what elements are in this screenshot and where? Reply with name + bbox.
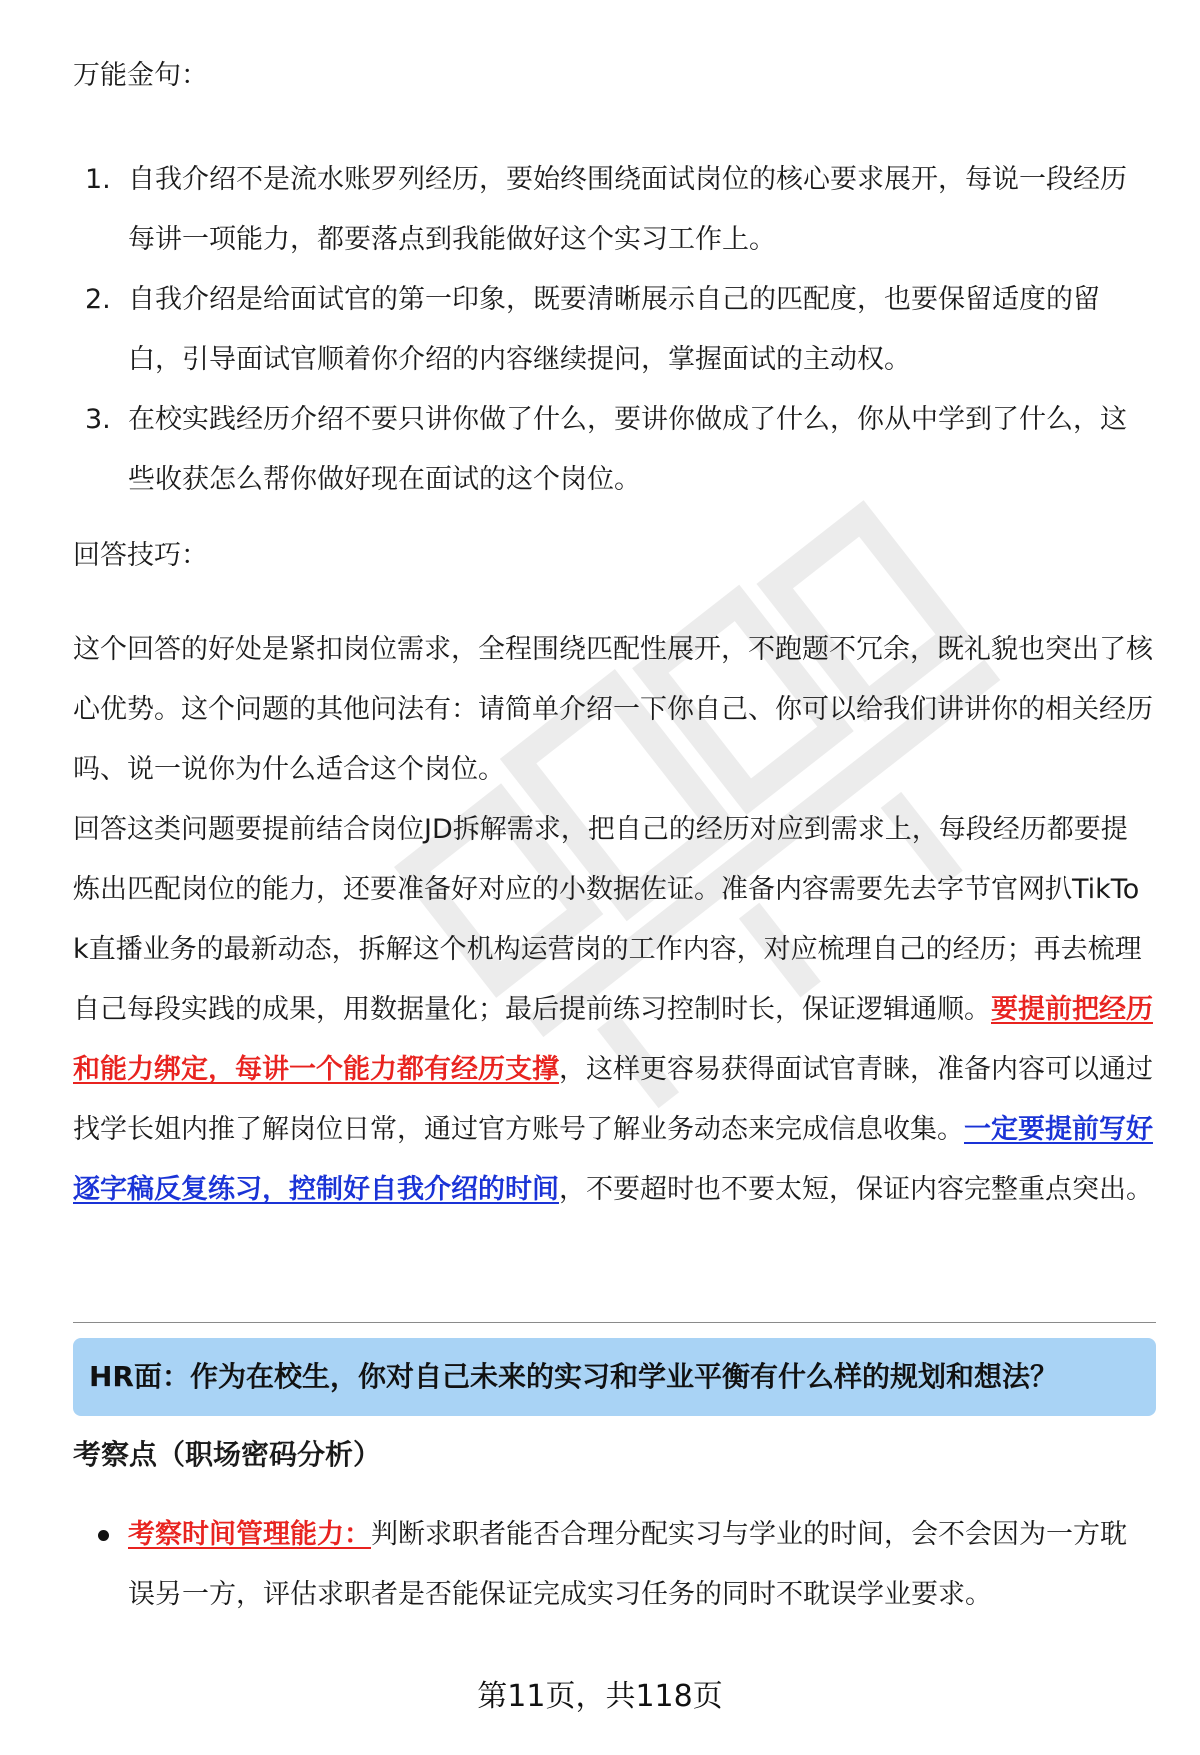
bullet-icon xyxy=(98,1530,109,1541)
emphasis-red-text: 考察时间管理能力： xyxy=(128,1519,371,1550)
paragraph-text: ，不要超时也不要太短，保证内容完整重点突出。 xyxy=(559,1174,1153,1205)
list-item xyxy=(73,390,1153,510)
assessment-heading: 考察点（职场密码分析） xyxy=(73,1438,382,1471)
hr-question-banner: HR面：作为在校生，你对自己未来的实习和学业平衡有什么样的规划和想法？ xyxy=(73,1338,1156,1416)
answer-tips-label: 回答技巧： xyxy=(73,540,208,571)
answer-tips-paragraph-1: 这个回答的好处是紧扣岗位需求，全程围绕匹配性展开，不跑题不冗余，既礼貌也突出了核心优势。这个问题的其他问法有：请简单介绍一下你自己、你可以给我们讲讲你的相关经历吗、说一说你为什么适合这个岗位。 xyxy=(73,634,1153,785)
paragraph-text: ，这样更容易获得面试官青睐，准备内容可以通过找学长姐内推了解岗位日常，通过官方账号了解业务动态来完成信息收集。 xyxy=(73,1054,1153,1145)
golden-sentences-list xyxy=(73,150,1153,510)
list-item-number: 2. xyxy=(85,284,111,315)
paragraph-text: 回答这类问题要提前结合岗位JD拆解需求，把自己的经历对应到需求上，每段经历都要提炼出匹配岗位的能力，还要准备好对应的小数据佐证。准备内容需要先去字节官网扒TikTok直播业务的最新动态，拆解这个机构运营岗的工作内容，对应梳理自己的经历；再去梳理自己每段实践的成果，用数据量化；最后提前练习控制时长，保证逻辑通顺。 xyxy=(73,814,1142,1025)
assessment-list xyxy=(73,1505,1153,1625)
list-item xyxy=(73,270,1153,390)
list-item-text: 自我介绍不是流水账罗列经历，要始终围绕面试岗位的核心要求展开，每说一段经历每讲一项能力，都要落点到我能做好这个实习工作上。 xyxy=(128,164,1127,255)
list-item-text: 在校实践经历介绍不要只讲你做了什么，要讲你做成了什么，你从中学到了什么，这些收获怎么帮你做好现在面试的这个岗位。 xyxy=(128,404,1127,495)
list-item-text: 判断求职者能否合理分配实习与学业的时间，会不会因为一方耽误另一方，评估求职者是否能保证完成实习任务的同时不耽误学业要求。 xyxy=(128,1519,1127,1610)
answer-tips-paragraph-2 xyxy=(73,800,1153,1220)
emphasis-red-text: 要提前把经历和能力绑定，每讲一个能力都有经历支撑 xyxy=(73,994,1153,1085)
section-divider xyxy=(73,1322,1156,1323)
golden-sentences-label: 万能金句： xyxy=(73,60,208,91)
list-item xyxy=(73,1505,1153,1625)
list-item-text: 自我介绍是给面试官的第一印象，既要清晰展示自己的匹配度，也要保留适度的留白，引导面试官顺着你介绍的内容继续提问，掌握面试的主动权。 xyxy=(128,284,1100,375)
list-item-number: 1. xyxy=(85,164,111,195)
list-item xyxy=(73,150,1153,270)
page-number: 第11页，共118页 xyxy=(477,1679,723,1714)
emphasis-blue-text: 一定要提前写好逐字稿反复练习，控制好自我介绍的时间 xyxy=(73,1114,1153,1205)
list-item-number: 3. xyxy=(85,404,111,435)
